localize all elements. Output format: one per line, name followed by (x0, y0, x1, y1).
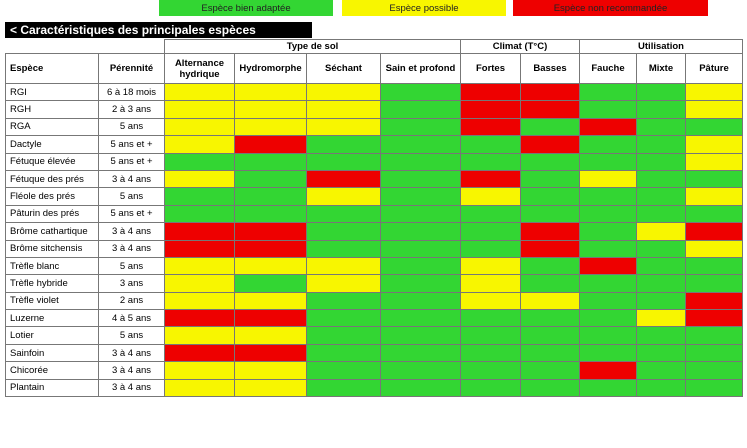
rating-cell (521, 344, 580, 361)
rating-cell (235, 362, 307, 379)
species-perennite: 5 ans (99, 327, 165, 344)
rating-cell (686, 257, 743, 274)
rating-cell (235, 136, 307, 153)
rating-cell (235, 118, 307, 135)
species-perennite: 3 à 4 ans (99, 344, 165, 361)
species-perennite: 3 à 4 ans (99, 223, 165, 240)
species-name: Trèfle violet (6, 292, 99, 309)
rating-cell (580, 205, 637, 222)
table-row (6, 344, 743, 361)
species-name: Dactyle (6, 136, 99, 153)
legend-label-bien: Espèce bien adaptée (201, 2, 291, 14)
rating-cell (637, 101, 686, 118)
species-name: Plantain (6, 379, 99, 396)
rating-cell (461, 223, 521, 240)
species-perennite: 5 ans et + (99, 205, 165, 222)
rating-cell (235, 170, 307, 187)
rating-cell (461, 240, 521, 257)
table-row (6, 275, 743, 292)
rating-cell (686, 362, 743, 379)
rating-cell (235, 188, 307, 205)
rating-cell (580, 379, 637, 396)
rating-cell (381, 223, 461, 240)
rating-cell (461, 170, 521, 187)
rating-cell (307, 170, 381, 187)
table-row (6, 153, 743, 170)
legend-label-non: Espèce non recommandée (553, 2, 668, 14)
species-name: Sainfoin (6, 344, 99, 361)
rating-cell (521, 292, 580, 309)
group-type-de-sol: Type de sol (165, 40, 461, 54)
rating-cell (235, 240, 307, 257)
rating-cell (461, 344, 521, 361)
rating-cell (686, 344, 743, 361)
rating-cell (637, 344, 686, 361)
rating-cell (307, 362, 381, 379)
rating-cell (580, 153, 637, 170)
species-name: Lotier (6, 327, 99, 344)
rating-cell (521, 257, 580, 274)
species-table (5, 39, 743, 397)
species-perennite: 5 ans (99, 188, 165, 205)
rating-cell (686, 205, 743, 222)
rating-cell (307, 118, 381, 135)
rating-cell (235, 344, 307, 361)
rating-cell (637, 118, 686, 135)
table-row (6, 379, 743, 396)
rating-cell (165, 188, 235, 205)
rating-cell (637, 188, 686, 205)
rating-cell (307, 275, 381, 292)
table-row (6, 84, 743, 101)
rating-cell (165, 292, 235, 309)
rating-cell (165, 223, 235, 240)
col-mixte: Mixte (637, 54, 686, 84)
rating-cell (686, 310, 743, 327)
species-perennite: 6 à 18 mois (99, 84, 165, 101)
rating-cell (686, 188, 743, 205)
table-row (6, 136, 743, 153)
rating-cell (580, 101, 637, 118)
rating-cell (580, 310, 637, 327)
species-name: RGH (6, 101, 99, 118)
legend-label-possible: Espèce possible (389, 2, 459, 14)
species-name: Chicorée (6, 362, 99, 379)
rating-cell (307, 84, 381, 101)
rating-cell (165, 205, 235, 222)
rating-cell (521, 153, 580, 170)
rating-cell (165, 310, 235, 327)
rating-cell (307, 310, 381, 327)
legend-non-recommandee (513, 0, 708, 16)
rating-cell (165, 240, 235, 257)
rating-cell (686, 101, 743, 118)
rating-cell (461, 257, 521, 274)
col-espece: Espèce (6, 54, 99, 84)
legend-possible (342, 0, 506, 16)
rating-cell (637, 310, 686, 327)
rating-cell (307, 223, 381, 240)
species-name: Trèfle hybride (6, 275, 99, 292)
rating-cell (307, 101, 381, 118)
col-hydromorphe: Hydromorphe (235, 54, 307, 84)
rating-cell (580, 292, 637, 309)
species-perennite: 4 à 5 ans (99, 310, 165, 327)
rating-cell (686, 118, 743, 135)
rating-cell (165, 153, 235, 170)
species-name: Fléole des prés (6, 188, 99, 205)
rating-cell (381, 188, 461, 205)
rating-cell (461, 379, 521, 396)
table-row (6, 205, 743, 222)
col-sechant: Séchant (307, 54, 381, 84)
rating-cell (580, 344, 637, 361)
rating-cell (165, 327, 235, 344)
rating-cell (637, 292, 686, 309)
species-perennite: 3 ans (99, 275, 165, 292)
rating-cell (637, 240, 686, 257)
rating-cell (580, 362, 637, 379)
rating-cell (165, 344, 235, 361)
species-name: Trèfle blanc (6, 257, 99, 274)
rating-cell (521, 310, 580, 327)
table-row (6, 292, 743, 309)
rating-cell (521, 101, 580, 118)
rating-cell (637, 379, 686, 396)
table-row (6, 310, 743, 327)
species-name: Pâturin des prés (6, 205, 99, 222)
rating-cell (580, 84, 637, 101)
rating-cell (580, 118, 637, 135)
rating-cell (686, 292, 743, 309)
legend-bien-adaptee (159, 0, 333, 16)
rating-cell (461, 101, 521, 118)
rating-cell (637, 362, 686, 379)
rating-cell (637, 275, 686, 292)
rating-cell (637, 205, 686, 222)
species-perennite: 3 à 4 ans (99, 170, 165, 187)
rating-cell (381, 205, 461, 222)
rating-cell (580, 223, 637, 240)
rating-cell (307, 240, 381, 257)
rating-cell (521, 223, 580, 240)
rating-cell (307, 292, 381, 309)
species-perennite: 5 ans et + (99, 136, 165, 153)
rating-cell (521, 170, 580, 187)
rating-cell (381, 292, 461, 309)
rating-cell (235, 275, 307, 292)
rating-cell (461, 292, 521, 309)
col-pature: Pâture (686, 54, 743, 84)
rating-cell (521, 118, 580, 135)
species-perennite: 3 à 4 ans (99, 379, 165, 396)
rating-cell (521, 136, 580, 153)
rating-cell (521, 362, 580, 379)
rating-cell (165, 136, 235, 153)
col-alternance: Alternance hydrique (165, 54, 235, 84)
rating-cell (580, 257, 637, 274)
species-perennite: 2 ans (99, 292, 165, 309)
rating-cell (307, 257, 381, 274)
rating-cell (461, 310, 521, 327)
rating-cell (686, 275, 743, 292)
table-row (6, 101, 743, 118)
rating-cell (461, 327, 521, 344)
table-title: < Caractéristiques des principales espèces (5, 22, 312, 38)
species-perennite: 5 ans (99, 118, 165, 135)
rating-cell (637, 153, 686, 170)
rating-cell (686, 240, 743, 257)
species-perennite: 5 ans (99, 257, 165, 274)
rating-cell (235, 327, 307, 344)
rating-cell (461, 136, 521, 153)
col-fauche: Fauche (580, 54, 637, 84)
rating-cell (381, 153, 461, 170)
rating-cell (637, 136, 686, 153)
rating-cell (235, 101, 307, 118)
rating-cell (686, 223, 743, 240)
species-perennite: 2 à 3 ans (99, 101, 165, 118)
rating-cell (381, 379, 461, 396)
group-climat: Climat (T°C) (461, 40, 580, 54)
rating-cell (165, 379, 235, 396)
rating-cell (461, 188, 521, 205)
rating-cell (580, 240, 637, 257)
rating-cell (461, 205, 521, 222)
rating-cell (686, 136, 743, 153)
rating-cell (235, 379, 307, 396)
rating-cell (235, 310, 307, 327)
rating-cell (381, 118, 461, 135)
rating-cell (381, 136, 461, 153)
rating-cell (637, 327, 686, 344)
rating-cell (521, 205, 580, 222)
rating-cell (381, 84, 461, 101)
col-perennite: Pérennité (99, 54, 165, 84)
rating-cell (381, 275, 461, 292)
rating-cell (580, 275, 637, 292)
rating-cell (580, 327, 637, 344)
rating-cell (381, 101, 461, 118)
species-name: RGA (6, 118, 99, 135)
rating-cell (461, 84, 521, 101)
rating-cell (521, 379, 580, 396)
rating-cell (521, 275, 580, 292)
species-perennite: 3 à 4 ans (99, 362, 165, 379)
rating-cell (580, 188, 637, 205)
rating-cell (461, 118, 521, 135)
rating-cell (461, 275, 521, 292)
rating-cell (461, 362, 521, 379)
species-perennite: 3 à 4 ans (99, 240, 165, 257)
rating-cell (381, 344, 461, 361)
col-basses: Basses (521, 54, 580, 84)
table-row (6, 223, 743, 240)
species-name: RGI (6, 84, 99, 101)
table-row (6, 118, 743, 135)
species-name: Brôme sitchensis (6, 240, 99, 257)
rating-cell (381, 170, 461, 187)
species-name: Fétuque élevée (6, 153, 99, 170)
rating-cell (686, 84, 743, 101)
rating-cell (381, 310, 461, 327)
table-row (6, 257, 743, 274)
rating-cell (637, 170, 686, 187)
table-row (6, 188, 743, 205)
rating-cell (686, 153, 743, 170)
rating-cell (307, 327, 381, 344)
species-name: Luzerne (6, 310, 99, 327)
rating-cell (521, 188, 580, 205)
rating-cell (521, 327, 580, 344)
rating-cell (521, 240, 580, 257)
rating-cell (637, 257, 686, 274)
rating-cell (307, 205, 381, 222)
rating-cell (686, 327, 743, 344)
rating-cell (686, 379, 743, 396)
rating-cell (165, 84, 235, 101)
species-perennite: 5 ans et + (99, 153, 165, 170)
species-name: Brôme cathartique (6, 223, 99, 240)
rating-cell (165, 118, 235, 135)
rating-cell (381, 327, 461, 344)
rating-cell (307, 379, 381, 396)
rating-cell (637, 223, 686, 240)
rating-cell (307, 153, 381, 170)
rating-cell (235, 153, 307, 170)
col-fortes: Fortes (461, 54, 521, 84)
rating-cell (521, 84, 580, 101)
rating-cell (235, 292, 307, 309)
rating-cell (165, 362, 235, 379)
table-row (6, 240, 743, 257)
rating-cell (580, 136, 637, 153)
rating-cell (686, 170, 743, 187)
rating-cell (381, 240, 461, 257)
rating-cell (235, 257, 307, 274)
rating-cell (307, 136, 381, 153)
table-row (6, 362, 743, 379)
rating-cell (381, 257, 461, 274)
rating-cell (235, 84, 307, 101)
table-row (6, 327, 743, 344)
rating-cell (307, 344, 381, 361)
rating-cell (307, 188, 381, 205)
rating-cell (461, 153, 521, 170)
rating-cell (637, 84, 686, 101)
rating-cell (165, 101, 235, 118)
table-row (6, 170, 743, 187)
rating-cell (165, 275, 235, 292)
group-utilisation: Utilisation (580, 40, 743, 54)
rating-cell (580, 170, 637, 187)
rating-cell (235, 205, 307, 222)
rating-cell (235, 223, 307, 240)
species-name: Fétuque des prés (6, 170, 99, 187)
rating-cell (165, 257, 235, 274)
col-sain: Sain et profond (381, 54, 461, 84)
rating-cell (381, 362, 461, 379)
rating-cell (165, 170, 235, 187)
